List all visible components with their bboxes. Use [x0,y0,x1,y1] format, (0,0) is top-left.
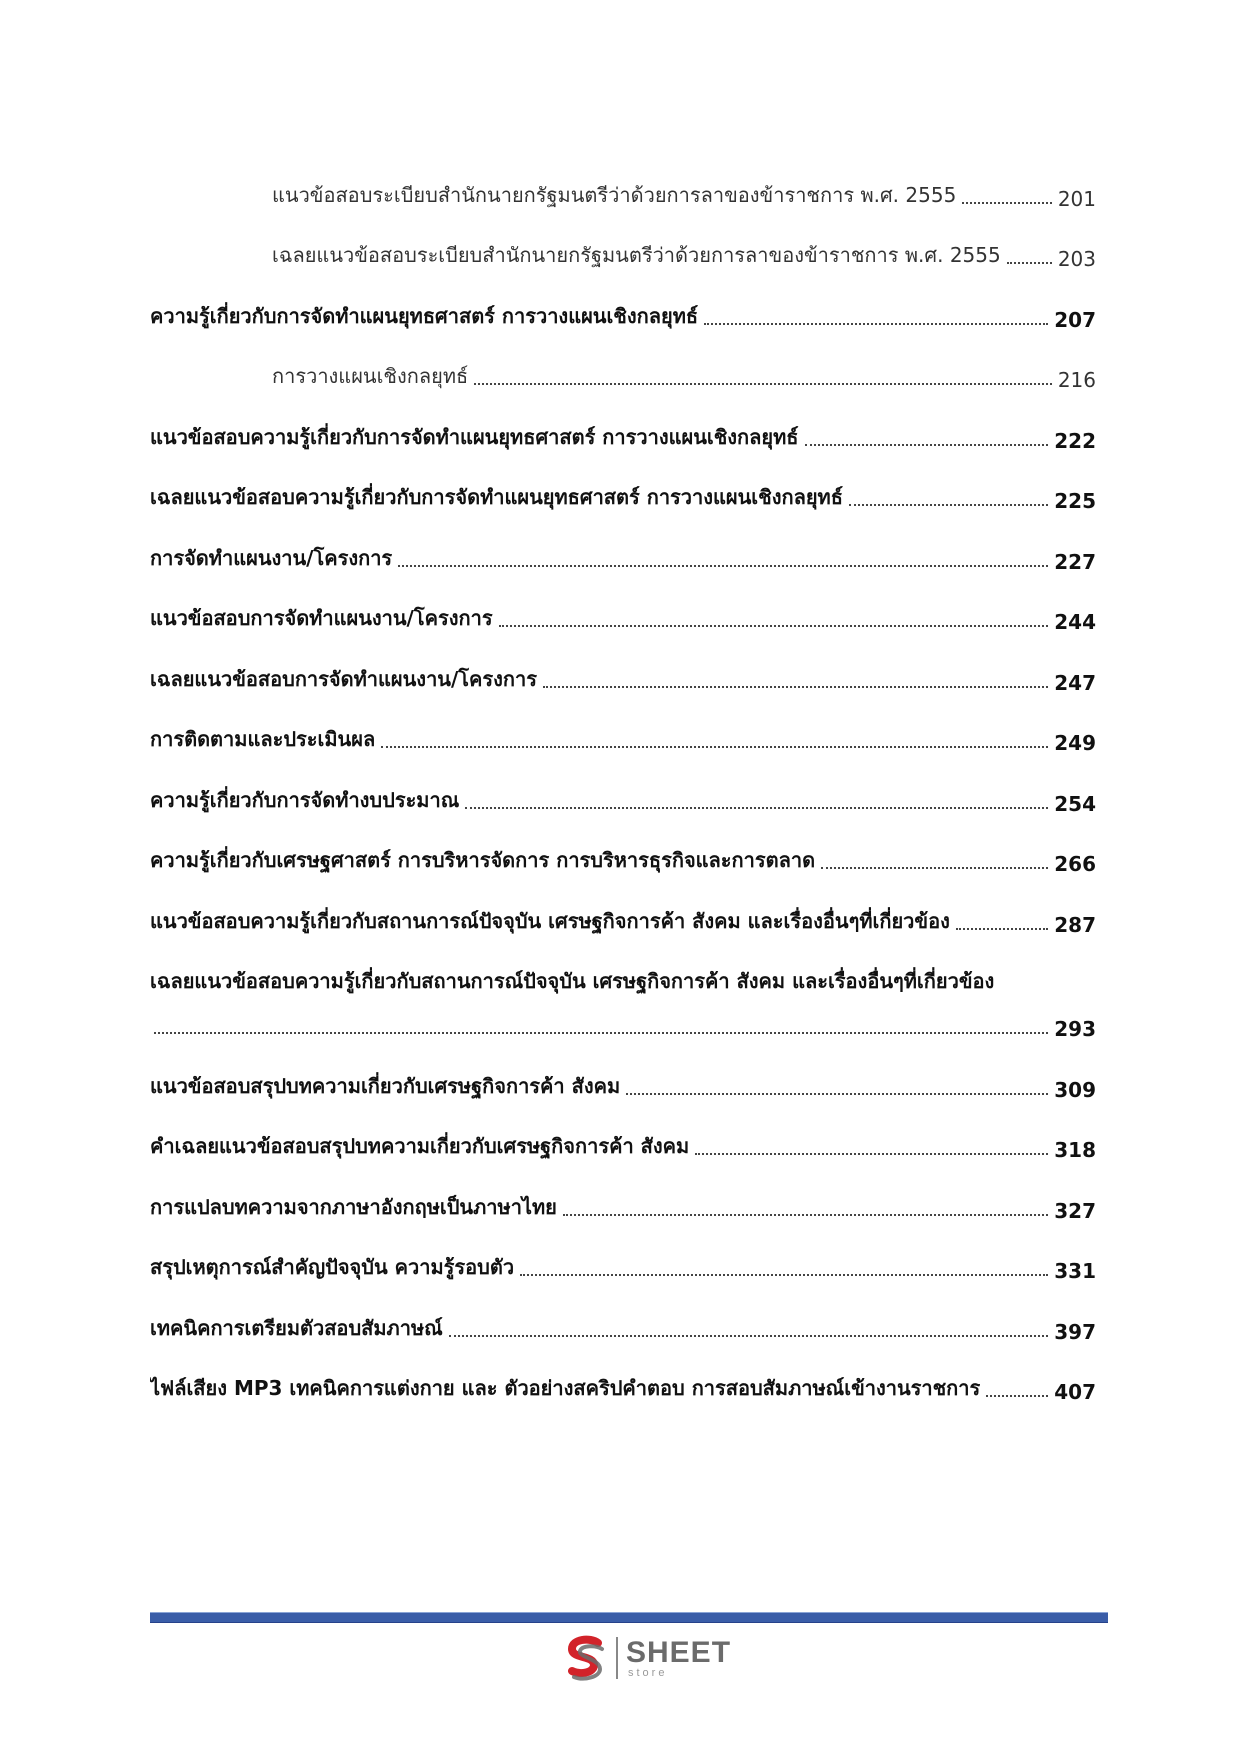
logo-separator [616,1637,618,1679]
toc-entry-title: ความรู้เกี่ยวกับเศรษฐศาสตร์ การบริหารจัดการ การบริหารธุรกิจและการตลาด [150,848,816,872]
toc-entry[interactable] [150,816,1096,877]
toc-entry-page: 318 [1054,1138,1096,1162]
toc-entry-title: เฉลยแนวข้อสอบความรู้เกี่ยวกับการจัดทำแผนยุทธศาสตร์ การวางแผนเชิงกลยุทธ์ [150,485,843,509]
dot-leader [499,625,1049,627]
dot-leader [821,867,1048,869]
toc-entry-title-line [150,937,1096,998]
toc-entry-title: ความรู้เกี่ยวกับการจัดทำแผนยุทธศาสตร์ การวางแผนเชิงกลยุทธ์ [150,303,699,328]
dot-leader [449,1335,1049,1337]
dot-leader [520,1274,1048,1276]
dot-leader [805,444,1049,446]
toc-entry[interactable] [150,1344,1096,1405]
toc-entry[interactable] [150,1283,1096,1344]
logo-word: SHEET [626,1635,732,1669]
toc-entry-page: 407 [1054,1380,1096,1404]
toc-entry-title: ความรู้เกี่ยวกับการจัดทำงบประมาณ [150,787,460,812]
toc-entry[interactable] [150,876,1096,937]
dot-leader [154,1032,1048,1034]
toc-entry-page: 266 [1054,852,1096,876]
toc-entry-title: แนวข้อสอบความรู้เกี่ยวกับการจัดทำแผนยุทธศาสตร์ การวางแผนเชิงกลยุทธ์ [150,424,799,449]
dot-leader [962,202,1052,204]
toc-entry-page: 203 [1057,247,1096,271]
dot-leader [695,1153,1048,1155]
dot-leader [381,746,1048,748]
toc-entry-title: แนวข้อสอบการจัดทำแผนงาน/โครงการ [150,606,493,630]
dot-leader [563,1214,1048,1216]
toc-entry[interactable] [150,513,1096,574]
toc-entry-page: 331 [1054,1259,1096,1283]
logo-wordmark [626,1635,732,1679]
toc-entry-title: สรุปเหตุการณ์สำคัญปัจจุบัน ความรู้รอบตัว [150,1255,515,1279]
toc-entry-page: 287 [1054,912,1096,937]
sheet-store-logo [560,1633,731,1683]
toc-entry-title: แนวข้อสอบระเบียบสำนักนายกรัฐมนตรีว่าด้วยการลาของข้าราชการ พ.ศ. 2555 [272,182,957,207]
toc-entry-page: 249 [1054,731,1096,755]
dot-leader [626,1093,1048,1095]
toc-entry[interactable] [150,1223,1096,1284]
toc-entry-page: 227 [1054,549,1096,574]
toc-entry-page: 244 [1054,610,1096,634]
toc-entry-title: ไฟล์เสียง MP3 เทคนิคการแต่งกาย และ ตัวอย่างสคริปคำตอบ การสอบสัมภาษณ์เข้างานราชการ [150,1376,981,1400]
toc-entry-title: การวางแผนเชิงกลยุทธ์ [272,364,469,388]
toc-entry-page: 207 [1054,307,1096,332]
toc-entry[interactable] [150,271,1096,332]
toc-entry-title: เฉลยแนวข้อสอบการจัดทำแผนงาน/โครงการ [150,666,537,691]
toc-entry-page: 201 [1057,186,1096,211]
toc-entry-title: การติดตามและประเมินผล [150,727,376,751]
toc-entry[interactable] [150,1162,1096,1223]
toc-entry[interactable] [150,1102,1096,1163]
toc-entry[interactable] [150,574,1096,635]
toc-entry[interactable] [150,332,1096,393]
toc-entry-title: แนวข้อสอบสรุปบทความเกี่ยวกับเศรษฐกิจการค้า สังคม [150,1073,621,1098]
dot-leader [849,504,1048,506]
dot-leader [956,928,1048,930]
toc-entry-page: 254 [1054,791,1096,816]
toc-entry-title: เฉลยแนวข้อสอบระเบียบสำนักนายกรัฐมนตรีว่าด้วยการลาของข้าราชการ พ.ศ. 2555 [272,243,1001,267]
dot-leader [1007,262,1052,264]
footer-divider-bar [150,1612,1108,1623]
toc-entry[interactable] [150,634,1096,695]
toc-entry-page: 309 [1054,1077,1096,1102]
toc-entry-page: 327 [1054,1198,1096,1223]
dot-leader [474,383,1052,385]
toc-entry-title: การแปลบทความจากภาษาอังกฤษเป็นภาษาไทย [150,1194,557,1219]
toc-entry-page: 216 [1057,368,1096,392]
toc-entry-title: การจัดทำแผนงาน/โครงการ [150,545,393,570]
table-of-contents [150,150,1096,1404]
dot-leader [704,323,1048,325]
toc-entry-page: 293 [1054,1017,1096,1041]
sheet-store-logo-icon [560,1633,610,1683]
toc-entry[interactable] [150,695,1096,756]
toc-entry-leader-line [150,997,1096,1041]
toc-entry[interactable] [150,150,1096,211]
toc-entry-title: เทคนิคการเตรียมตัวสอบสัมภาษณ์ [150,1315,443,1340]
toc-entry-title: แนวข้อสอบความรู้เกี่ยวกับสถานการณ์ปัจจุบัน เศรษฐกิจการค้า สังคม และเรื่องอื่นๆที่เกี่ยวข้อง [150,908,950,933]
dot-leader [986,1395,1048,1397]
toc-entry[interactable] [150,755,1096,816]
toc-entry-page: 225 [1054,489,1096,513]
toc-entry[interactable] [150,211,1096,272]
toc-entry-page: 247 [1054,670,1096,695]
toc-entry-page: 397 [1054,1319,1096,1344]
dot-leader [543,686,1048,688]
toc-entry[interactable] [150,392,1096,453]
toc-entry[interactable] [150,1041,1096,1102]
toc-entry[interactable] [150,453,1096,514]
dot-leader [465,807,1048,809]
toc-entry-title: เฉลยแนวข้อสอบความรู้เกี่ยวกับสถานการณ์ปัจจุบัน เศรษฐกิจการค้า สังคม และเรื่องอื่นๆที่เกี่ยวข้อง [150,969,995,993]
logo-subword: store [628,1666,668,1679]
toc-entry-title: คำเฉลยแนวข้อสอบสรุปบทความเกี่ยวกับเศรษฐกิจการค้า สังคม [150,1134,690,1158]
dot-leader [398,565,1048,567]
toc-entry-page: 222 [1054,428,1096,453]
toc-entry[interactable] [150,937,1096,1042]
